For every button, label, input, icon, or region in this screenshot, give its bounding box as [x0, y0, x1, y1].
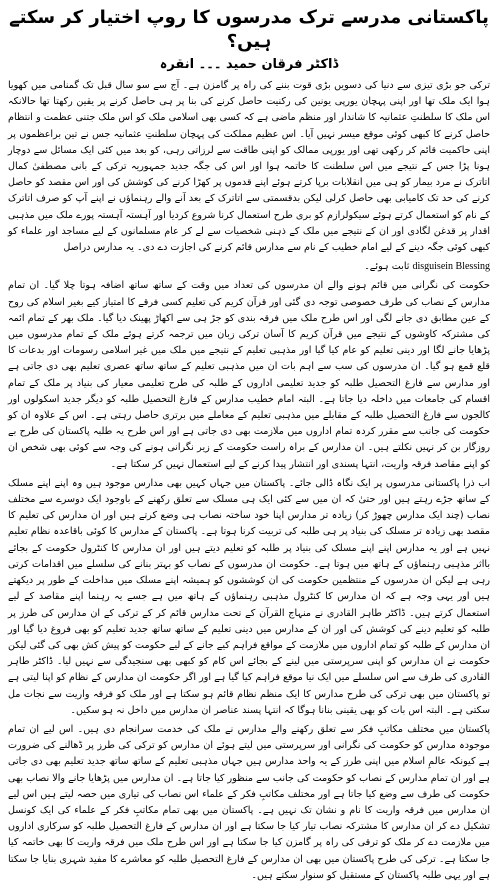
- article-paragraph: پاکستان میں مختلف مکاتبِ فکر سے تعلق رکھنے والے مدارس نے ملک کی خدمت سرانجام دی ہیں۔ اس لیے ان تمام موجودہ مدارس کو حکومت کی نگرانی اور سرپرستی میں لیتے ہوئے ان مدارس کو ترکی کی طرز پر ڈھالنے کی ضرورت ہے کیونکہ عالمِ اسلام میں اپنی طرز کے یہ واحد مدارس ہیں جہاں مذہبی تعلیم کے ساتھ ساتھ جدید تعلیم بھی دی جاتی ہے اور ان تمام مدارس کے نصاب کو حکومت کی جانب سے منظور کیا جاتا ہے۔ ان مدارس میں پڑھایا جانے والا نصاب بھی حکومت کی طرف سے وضع کیا جاتا ہے اور مختلف مکاتبِ فکر کے علماء اس نصاب کی تیاری میں حصہ لیتے ہیں اس لیے ان مدارس میں فرقہ واریت کا نام و نشان تک نہیں ہے۔ پاکستان میں بھی تمام مکاتبِ فکر کے علماء کی ایک کونسل تشکیل دے کر ان مدارس کا مشترکہ نصاب تیار کیا جا سکتا ہے اور ان مدارس کے فارغ التحصیل طلبہ کو سرکاری اداروں میں ملازمت دے کر ملک کو ترقی کی راہ پر گامزن کیا جا سکتا ہے اور اس طرح ملک میں فرقہ واریت کا بھی خاتمہ کیا جا سکتا ہے۔ ترکی کی طرح پاکستان میں بھی ان مدارس کے فارغ التحصیل طلبہ کو معاشرے کا مفید شہری بنایا جا سکتا ہے اور یہی طلبہ پاکستان کے مستقبل کو سنوار سکتے ہیں۔: [8, 723, 490, 881]
- article-byline: ڈاکٹر فرقان حمید ۔۔۔ انقرہ: [159, 57, 339, 72]
- inline-english-phrase: disguisein Blessing: [412, 261, 490, 273]
- paragraph-text: ثابت ہوئے۔: [364, 261, 410, 273]
- article-paragraph: اب ذرا پاکستانی مدرسوں پر ایک نگاہ ڈالی جائے۔ پاکستان میں جہاں کہیں بھی مدارس موجود ہیں وہ اپنے اپنے مسلک کے ساتھ جڑے رہتے ہیں اور حتیٰ کہ ان میں سے کئی ایک ہی مسلک سے تعلق رکھنے کے باوجود ایک دوسرے سے مختلف نصاب (چند ایک مدارس چھوڑ کر) زیادہ تر مدارس اپنا خود ساختہ نصاب ہی وضع کرتے ہیں اور ان مدارس کی تعلیم کا مقصد بھی زیادہ تر مسلک کی بنیاد پر ہی طلبہ کی تربیت کرنا ہوتا ہے۔ پاکستان کے مدارس کا کوئی باقاعدہ نظام تعلیم نہیں ہے اور یہ مدارس اپنے اپنے مسلک کی بنیاد پر طلبہ کو تعلیم دیتے ہیں اور ان مدارس کا کنٹرول حکومت کے بجائے بااثر مذہبی رہنماؤں کے ہاتھ میں ہوتا ہے۔ حکومت ان مدرسوں کے نصاب کو بہتر بنانے کی سلسلے میں اقدامات کرتی رہی ہے لیکن ان مدرسوں کے منتظمین حکومت کی ان کوششوں کو ہمیشہ اپنے مسلک میں مداخلت کے طور پر دیکھتے ہیں اور یہی وجہ ہے کہ ان مدارس کا کنٹرول مذہبی رہنماؤں کے ہاتھ میں ہے جسے یہ رہنما اپنے مقاصد کے لیے استعمال کرتے ہیں۔ ڈاکٹر طاہر القادری نے منہاج القرآن کے تحت مدارس قائم کر کے ترکی کے ان مدارس کی طرز پر طلبہ کو تعلیم دینے کی کوشش کی اور ان کے مدارس میں دینی تعلیم کے ساتھ ساتھ جدید تعلیم کو بھی فروغ دیا گیا اور ان مدارس کے طلبہ کو تمام اداروں میں ملازمت کے مواقع فراہم کیے جانے کے لیے حکومت کو پیش کش بھی کی گئی لیکن حکومت نے ان مدارس کو اپنی سرپرستی میں لینے کے بجائے اس کام کو کبھی بھی سنجیدگی سے نہیں لیا۔ ڈاکٹر طاہر القادری کی طرف سے اس سلسلے میں ایک نیا موقع فراہم کیا گیا ہے اور اگر حکومت ان مدارس کے نظام کو اپنا لیتی ہے تو پاکستان میں بھی ترکی کی طرح مدارس کا ایک منظم نظام قائم ہو سکتا ہے اور ملک کو فرقہ واریت سے نجات مل سکتی ہے۔ البتہ اس بات کو بھی یقینی بنانا ہوگا کہ انتہا پسند عناصر ان مدارس میں داخل نہ ہو سکیں۔: [8, 477, 490, 716]
- article-paragraph: [8, 259, 490, 275]
- article-title: پاکستانی مدرسے ترک مدرسوں کا روپ اختیار کر سکتے ہیں؟: [9, 7, 489, 52]
- article-paragraph: حکومت کی نگرانی میں قائم ہونے والے ان مدرسوں کی تعداد میں وقت کے ساتھ ساتھ اضافہ ہوتا چلا گیا۔ ان تمام مدارس کے نصاب کی طرف خصوصی توجہ دی گئی اور قرآن کریم کی تعلیم کسی فرقے کا امتیاز کیے بغیر اسلام کی روح کے عین مطابق دی جانے لگی اور اس طرح ملک میں فرقہ بندی کو جڑ ہی سے اکھاڑ پھینک دیا گیا۔ ملک بھر کے تمام ائمہ کی مشترکہ کاوشوں کے نتیجے میں قرآن کریم کا آسان ترکی زبان میں ترجمہ کرتے ہوئے ملک کے تمام مدرسوں میں پڑھایا جانے لگا اور دینی تعلیم کو عام کیا گیا اور مذہبی تعلیم کے نتیجے میں ملک میں غیر اسلامی رسومات اور بدعات کا قلع قمع ہو گیا۔ ان مدرسوں کی سب سے اہم بات ان میں مذہبی تعلیم کے ساتھ ساتھ عصری تعلیم بھی دی جاتی ہے اور مدارس سے فارغ التحصیل طلبہ کو جدید تعلیمی اداروں کے طلبہ کی طرح تعلیمی معیار کی بنیاد پر ملک کے تمام اقسام کی جامعات میں داخلہ دیا جاتا ہے۔ البتہ امام خطیب مدارس کے فارغ التحصیل طلبہ کو دیگر جدید اسکولوں اور کالجوں سے فارغ التحصیل طلبہ کے مقابلے میں مذہبی تعلیم کے معاملے میں برتری حاصل رہتی ہے۔ اس کے علاوہ ان کو حکومت کی جانب سے مقرر کردہ تمام اداروں میں ملازمت بھی دی جاتی ہے اور اس طرح یہ طلبہ پاکستان کی طرح بے روزگار بن کر نہیں نکلتے ہیں۔ ان مدارس کے براہ راست حکومت کے زیر نگرانی ہونے کی وجہ سے کوئی بھی شخص ان کو اپنے مقاصد فرقہ واریت، انتہا پسندی اور انتشار پیدا کرنے کے لیے استعمال نہیں کر سکتا ہے۔: [8, 280, 490, 470]
- article-paragraph: ترکی جو بڑی تیزی سے دنیا کی دسویں بڑی قوت بننے کی راہ پر گامزن ہے۔ آج سے سو سال قبل تک گمنامی میں کھویا ہوا ایک ملک تھا اور اپنی پہچان یورپی یونین کی رکنیت حاصل کرنے کی بنا پر ہی حاصل کرنے پر یقین رکھتا تھا حالانکہ اس ملک کا سلطنتِ عثمانیہ کا شاندار اور منظم ماضی ہے کہ کسی بھی اسلامی ملک کو اس ملک جتنی عظمت و انتظام حاصل کرنے کا کبھی کوئی موقع میسر نہیں آیا۔ اس عظیم مملکت کی پہچان سلطنتِ عثمانیہ جس نے تین براعظموں پر اپنی حاکمیت قائم کر رکھی تھی اور یورپی ممالک کو اپنی طاقت سے لرزاتی رہی، کو بعد میں کئی ایک مسائل سے دوچار ہونا پڑا جس کے نتیجے میں اس سلطنت کا خاتمہ ہوا اور اس کی جگہ جدید جمہوریہ ترکی کے بانی مصطفیٰ کمال اتاترک نے مرد بیمار کو ہی میں انقلابات برپا کرتے ہوئے اپنے قدموں پر کھڑا کرنے کی کوشش کی اور اس مقصد کو حاصل کرنے کی حد تک کامیابی بھی حاصل کرلی لیکن بدقسمتی سے اتاترک کے بعد آنے والے رہنماؤں نے اپنے آپ کو صرف اتاترک کے نام کو استعمال کرتے ہوئے سیکولرازم کو بری طرح استعمال کرنا شروع کردیا اور آہستہ آہستہ پورے ملک میں مذہبی اقدار پر قدغن لگادی اور ان کے نتیجے میں ملک کے ذہنی شخصیات سے لے کر عام مسلمانوں کے لیے مساجد اور علماء کو کبھی کوئی جگہ دینے کے لیے امام خطیب کے نام سے مدارس قائم کرنے کی اجازت دے دی۔ یہ مدارس دراصل: [8, 80, 490, 254]
